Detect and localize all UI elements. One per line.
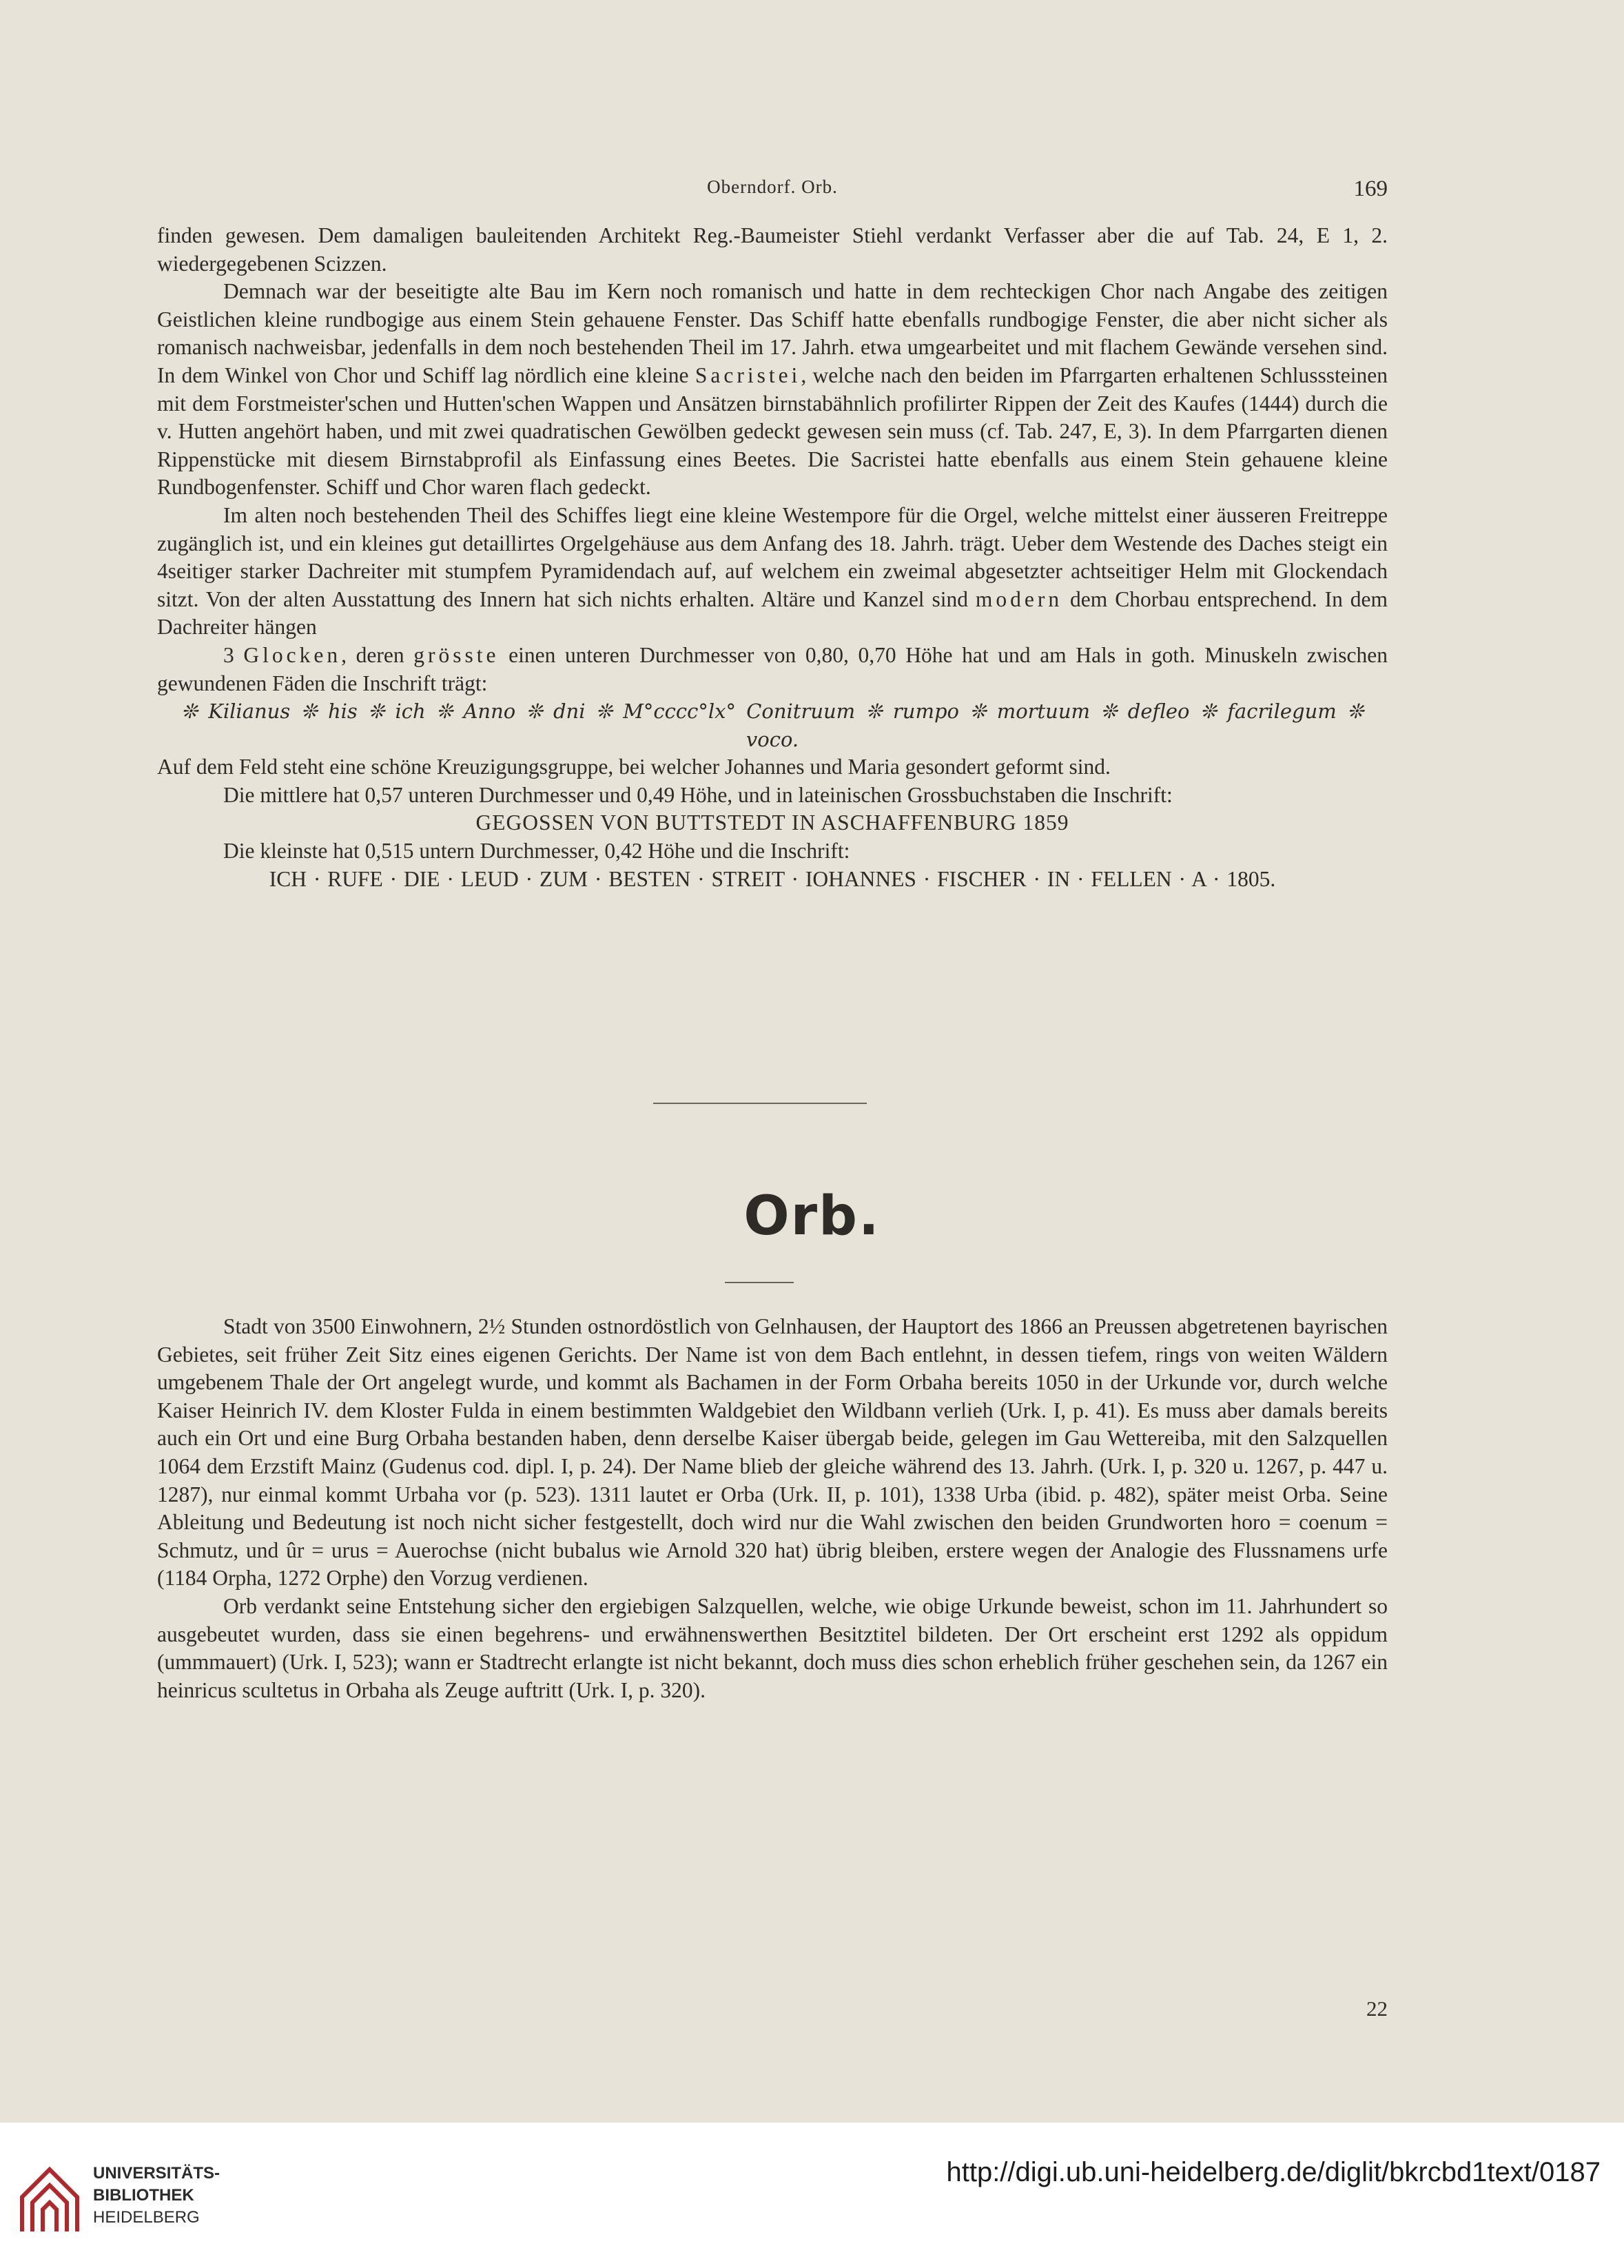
paragraph: Die kleinste hat 0,515 untern Durchmesser, 0,42 Höhe und die Inschrift: [223, 839, 850, 864]
paragraph: Die mittlere hat 0,57 unteren Durchmesser und 0,49 Höhe, und in lateinischen Grossbuchstaben die Inschrift: [223, 782, 1173, 807]
paragraph: Demnach war der beseitigte alte Bau im Kern noch romanisch und hatte in dem rechteckigen Chor nach Angabe des zeitigen Geistlichen kleine rundbogige aus einem Stein gehauene Fenster. Das Schiff hatte ebenfalls rundbogige Fenster, die aber nicht sicher als romanisch nachweisbar, jedenfalls in dem noch bestehenden Theil im 17. Jahrh. etwa umgearbeitet und mit flachem Gewände versehen sind. In dem Winkel von Chor und Schiff lag nördlich eine kleine Sacristei, welche nach den beiden im Pfarrgarten erhaltenen Schlusssteinen mit dem Forstmeister'schen und Hutten'schen Wappen und Ansätzen birnstabähnlich profilirter Rippen der Zeit des Kaufes (1444) durch die v. Hutten angehört haben, und mit zwei quadratischen Gewölben gedeckt gewesen sein muss (cf. Tab. 247, E, 3). In dem Pfarrgarten dienen Rippenstücke mit diesem Birnstabprofil als Einfassung eines Beetes. Die Sacristei hatte ebenfalls aus einem Stein gehauene kleine Rundbogenfenster. Schiff und Chor waren flach gedeckt. [157, 279, 1388, 500]
paragraph: Orb verdankt seine Entstehung sicher den ergiebigen Salzquellen, welche, wie obige Urkunde beweist, schon im 11. Jahrhundert so ausgebeutet wurden, dass sie einen begehrens- und erwähnenswerthen Besitztitel bildeten. Der Ort erscheint erst 1292 als oppidum (ummmauert) (Urk. I, 523); wann er Stadtrecht erlangte ist nicht bekannt, doch muss dies schon erheblich früher geschehen sein, da 1267 ein heinricus scultetus in Orbaha als Zeuge auftritt (Urk. I, p. 320). [157, 1593, 1388, 1702]
orb-section [157, 1313, 1388, 1704]
paragraph: finden gewesen. Dem damaligen bauleitenden Architekt Reg.-Baumeister Stiehl verdankt Verfasser aber die auf Tab. 24, E 1, 2. wiedergegebenen Scizzen. [157, 223, 1388, 276]
bell-inscription-gothic: ❊ Kilianus ❊ his ❊ ich ❊ Anno ❊ dni ❊ M°cccc°lx° Conitruum ❊ rumpo ❊ mortuum ❊ defleo ❊ facrilegum ❊ voco. [181, 699, 1364, 751]
bell-inscription-caps: GEGOSSEN VON BUTTSTEDT IN ASCHAFFENBURG 1859 [475, 810, 1069, 835]
library-logo-icon [15, 2156, 84, 2238]
spaced-term: Sacristei [695, 362, 801, 387]
spaced-term: Glocken [243, 642, 342, 667]
permalink[interactable]: http://digi.ub.uni-heidelberg.de/diglit/bkrcbd1text/0187 [946, 2157, 1601, 2187]
spaced-term: grösste [413, 642, 500, 667]
section-title: Orb. [743, 1185, 881, 1247]
paragraph: Im alten noch bestehenden Theil des Schiffes liegt eine kleine Westempore für die Orgel, welche mittelst einer äusseren Freitreppe zugänglich ist, und ein kleines gut detaillirtes Orgelgehäuse aus dem Anfang des 18. Jahrh. trägt. Ueber dem Westende des Daches steigt ein 4seitiger starker Dachreiter mit stumpfem Pyramidendach auf, auf welchem ein zweimal abgesetzter achtseitiger Helm mit Glockendach sitzt. Von der alten Ausstattung des Innern hat sich nichts erhalten. Altäre und Kanzel sind modern dem Chorbau entsprechend. In dem Dachreiter hängen [157, 502, 1388, 640]
paragraph: 3 Glocken, deren grösste einen unteren Durchmesser von 0,80, 0,70 Höhe hat und am Hals in goth. Minuskeln zwischen gewundenen Fäden die Inschrift trägt: [157, 642, 1388, 695]
page-number: 169 [1353, 176, 1388, 201]
paragraph: Auf dem Feld steht eine schöne Kreuzigungsgruppe, bei welcher Johannes und Maria gesondert geformt sind. [157, 755, 1111, 779]
sheet-signature: 22 [1366, 1996, 1388, 2021]
running-title: Oberndorf. Orb. [707, 176, 838, 197]
section-divider [653, 1103, 867, 1104]
page-header [157, 176, 1388, 204]
oberndorf-section [157, 222, 1388, 893]
title-underline [725, 1282, 794, 1283]
bell-inscription-caps: ICH · RUFE · DIE · LEUD · ZUM · BESTEN · STREIT · IOHANNES · FISCHER · IN · FELLEN · A · 1805. [269, 866, 1276, 891]
viewer-footer [0, 2123, 1624, 2268]
paragraph: Stadt von 3500 Einwohnern, 2½ Stunden ostnordöstlich von Gelnhausen, der Hauptort des 1866 an Preussen abgetretenen bayrischen Gebietes, seit früher Zeit Sitz eines eigenen Gerichts. Der Name ist von dem Bach entlehnt, in dessen tiefem, rings von weiten Wäldern umgebenem Thale der Ort angelegt wurde, und kommt als Bachamen in der Form Orbaha bereits 1050 in der Urkunde vor, durch welche Kaiser Heinrich IV. dem Kloster Fulda in einem bestimmten Waldgebiet den Wildbann verlieh (Urk. I, p. 41). Es muss aber damals bereits auch ein Ort und eine Burg Orbaha bestanden haben, denn derselbe Kaiser übergab beide, gelegen im Gau Wettereiba, mit den Salzquellen 1064 dem Erzstift Mainz (Gudenus cod. dipl. I, p. 24). Der Name blieb der gleiche während des 13. Jahrh. (Urk. I, p. 320 u. 1267, p. 447 u. 1287), nur einmal kommt Urbaha vor (p. 523). 1311 lautet er Orba (Urk. II, p. 101), 1338 Urba (ibid. p. 482), später meist Orba. Seine Ableitung und Bedeutung ist noch nicht sicher festgestellt, doch wird nur die Wahl zwischen den beiden Grundworten horo = coenum = Schmutz, und ûr = urus = Auerochse (nicht bubalus wie Arnold 320 hat) übrig bleiben, erstere wegen der Analogie des Flussnamens urfe (1184 Orpha, 1272 Orphe) den Vorzug verdienen. [157, 1314, 1388, 1591]
spaced-term: modern [975, 586, 1063, 611]
library-name: UNIVERSITÄTS- BIBLIOTHEK HEIDELBERG [93, 2164, 220, 2227]
signature-line [157, 1995, 1388, 2023]
